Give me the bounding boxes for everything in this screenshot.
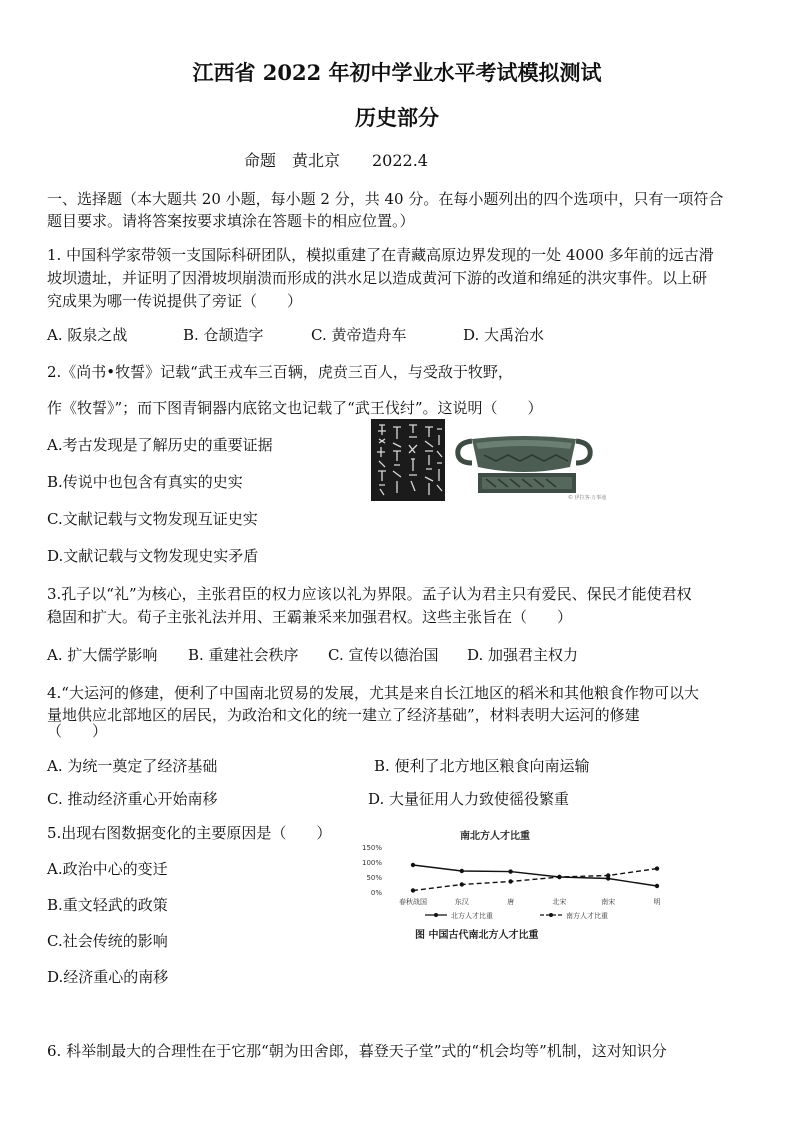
q4-option-a: A. 为统一奠定了经济基础: [47, 757, 218, 775]
q1-option-a: A. 阪泉之战: [47, 326, 128, 344]
q3-option-c: C. 宣传以德治国: [328, 646, 439, 664]
q1-option-d: D. 大禹治水: [463, 326, 545, 344]
q5-option-b: B.重文轻武的政策: [47, 896, 168, 914]
chart-title: 南北方人才比重: [460, 831, 530, 842]
q4-line3: （ ）: [47, 722, 108, 740]
data-point: [460, 882, 464, 886]
data-point: [411, 888, 415, 892]
data-point: [557, 875, 561, 879]
q2-option-d: D.文献记载与文物发现史实矛盾: [47, 547, 259, 565]
q3-line1: 3.孔子以“礼”为核心，主张君臣的权力应该以礼为界限。孟子认为君主只有爱民、保民才能使君权: [47, 585, 692, 603]
talent-ratio-chart: [345, 825, 675, 945]
q5-line1: 5.出现右图数据变化的主要原因是（ ）: [47, 824, 332, 842]
inscription-rubbing-image: [371, 419, 445, 501]
y-tick-label: 150%: [361, 844, 382, 852]
q2-line1: 2.《尚书•牧誓》记载“武王戎车三百辆，虎贲三百人，与受敌于牧野，: [47, 363, 513, 381]
q1-line3: 究成果为哪一传说提供了旁证（ ）: [47, 292, 303, 310]
q3-option-b: B. 重建社会秩序: [188, 646, 299, 664]
q3-option-d: D. 加强君主权力: [467, 646, 579, 664]
y-tick-label: 100%: [361, 859, 382, 867]
bronze-vessel-image: [450, 427, 607, 501]
q4-option-d: D. 大量征用人力致使徭役繁重: [368, 790, 570, 808]
q3-option-a: A. 扩大儒学影响: [47, 646, 158, 664]
image-watermark: © 伊拉客·万事通: [568, 495, 607, 501]
x-tick-label: 东汉: [454, 898, 469, 906]
legend-marker: [549, 913, 553, 917]
q2-line2: 作《牧誓》”；而下图青铜器内底铭文也记载了“武王伐纣”。这说明（ ）: [47, 399, 543, 417]
page-title: 江西省 2022 年初中学业水平考试模拟测试: [192, 60, 602, 85]
q2-option-a: A.考古发现是了解历史的重要证据: [47, 436, 273, 454]
data-point: [606, 873, 610, 877]
q5-option-c: C.社会传统的影响: [47, 932, 168, 950]
q2-option-b: B.传说中也包含有真实的史实: [47, 473, 243, 491]
q4-line1: 4.“大运河的修建，便利了中国南北贸易的发展，尤其是来自长江地区的稻米和其他粮食作物可以大: [47, 684, 699, 702]
data-point: [508, 869, 512, 873]
q3-line2: 稳固和扩大。荀子主张礼法并用、王霸兼采来加强君权。这些主张旨在（ ）: [47, 608, 573, 626]
series-line: [413, 865, 657, 886]
series-line: [413, 869, 657, 891]
legend-marker: [434, 913, 438, 917]
y-tick-label: 50%: [366, 874, 382, 882]
q2-option-c: C.文献记载与文物发现互证史实: [47, 510, 258, 528]
q6-line1: 6. 科举制最大的合理性在于它那“朝为田舍郎，暮登天子堂”式的“机会均等”机制，这对知识分: [47, 1042, 667, 1060]
q5-option-a: A.政治中心的变迁: [47, 860, 168, 878]
q4-line2: 量地供应北部地区的居民，为政治和文化的统一建立了经济基础”，材料表明大运河的修建: [47, 706, 640, 724]
x-tick-label: 南宋: [601, 898, 616, 906]
chart-caption: 图 中国古代南北方人才比重: [415, 930, 539, 941]
data-point: [411, 863, 415, 867]
data-point: [460, 869, 464, 873]
author-line: 命题 黄北京 2022.4: [244, 151, 428, 170]
q1-line2: 坡坝遗址，并证明了因滑坡坝崩溃而形成的洪水足以造成黄河下游的改道和绵延的洪灾事件。以上研: [47, 269, 708, 287]
x-tick-label: 北宋: [552, 898, 567, 906]
q4-option-b: B. 便利了北方地区粮食向南运输: [374, 757, 590, 775]
data-point: [655, 866, 659, 870]
section-intro-line2: 题目要求。请将答案按要求填涂在答题卡的相应位置。）: [47, 212, 415, 230]
q4-option-c: C. 推动经济重心开始南移: [47, 790, 218, 808]
legend-label: 北方人才比重: [451, 912, 493, 920]
q1-line1: 1. 中国科学家带领一支国际科研团队，模拟重建了在青藏高原边界发现的一处 4000 多年前的远古滑: [47, 246, 714, 264]
q1-option-b: B. 仓颉造字: [183, 326, 264, 344]
q1-option-c: C. 黄帝造舟车: [311, 326, 407, 344]
data-point: [655, 884, 659, 888]
y-tick-label: 0%: [370, 889, 382, 897]
legend-label: 南方人才比重: [566, 912, 608, 920]
q5-option-d: D.经济重心的南移: [47, 968, 169, 986]
data-point: [508, 879, 512, 883]
x-tick-label: 唐: [507, 898, 515, 906]
section-intro-line1: 一、选择题（本大题共 20 小题，每小题 2 分，共 40 分。在每小题列出的四个选项中，只有一项符合: [47, 190, 724, 208]
x-tick-label: 春秋战国: [399, 898, 427, 906]
page-subtitle: 历史部分: [355, 105, 439, 130]
x-tick-label: 明: [653, 898, 661, 906]
